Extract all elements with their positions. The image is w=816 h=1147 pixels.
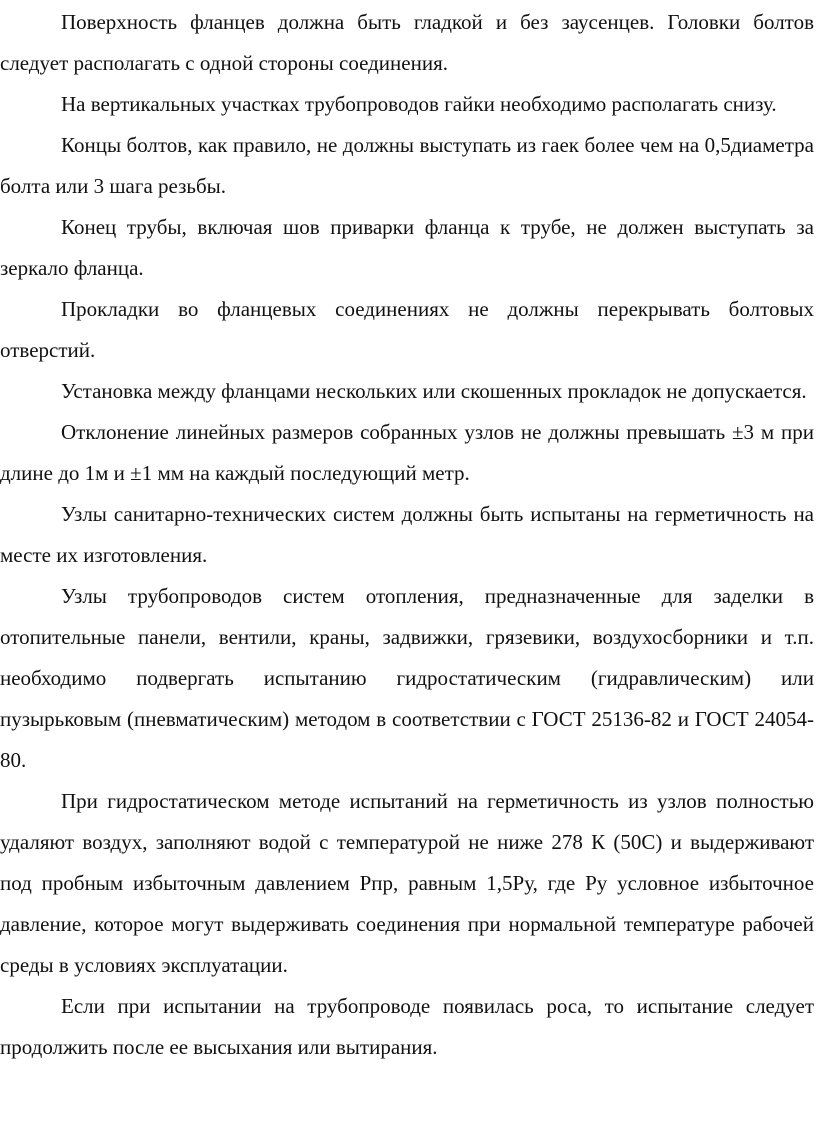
- paragraph-pipe-end: Конец трубы, включая шов приварки фланца к трубе, не должен выступать за зеркало фланца.: [0, 215, 814, 280]
- paragraph-heating-units: Узлы трубопроводов систем отопления, предназначенные для заделки в отопительные панели, вентили, краны, задвижки, грязевики, воздухосборники и т.п. необходимо подвергать испытанию гидростатическим (гидравлическим) или пузырьковым (пневматическим) методом в соответствии с ГОСТ 25136-82 и ГОСТ 24054-80.: [0, 584, 814, 772]
- paragraph-gaskets: Прокладки во фланцевых соединениях не должны перекрывать болтовых отверстий.: [0, 297, 814, 362]
- paragraph-hydrostatic-method: При гидростатическом методе испытаний на герметичность из узлов полностью удаляют воздух, заполняют водой с температурой не ниже 278 К (50С) и выдерживают под пробным избыточным давлением Рпр, равным 1,5Ру, где Ру условное избыточное давление, которое могут выдерживать соединения при нормальной температуре рабочей среды в условиях эксплуатации.: [0, 789, 814, 977]
- paragraph-nuts-vertical: На вертикальных участках трубопроводов гайки необходимо располагать снизу.: [61, 92, 777, 116]
- paragraph-dew-condition: Если при испытании на трубопроводе появилась роса, то испытание следует продолжить после ее высыхания или вытирания.: [0, 994, 814, 1059]
- paragraph-bolt-ends: Концы болтов, как правило, не должны выступать из гаек более чем на 0,5диаметра болта или 3 шага резьбы.: [0, 133, 814, 198]
- paragraph-flange-surface: Поверхность фланцев должна быть гладкой и без заусенцев. Головки болтов следует располагать с одной стороны соединения.: [0, 10, 814, 75]
- paragraph-multiple-gaskets: Установка между фланцами нескольких или скошенных прокладок не допускается.: [61, 379, 807, 403]
- paragraph-dimension-deviation: Отклонение линейных размеров собранных узлов не должны превышать ±3 м при длине до 1м и ±1 мм на каждый последующий метр.: [0, 420, 814, 485]
- paragraph-tightness-testing: Узлы санитарно-технических систем должны быть испытаны на герметичность на месте их изготовления.: [0, 502, 814, 567]
